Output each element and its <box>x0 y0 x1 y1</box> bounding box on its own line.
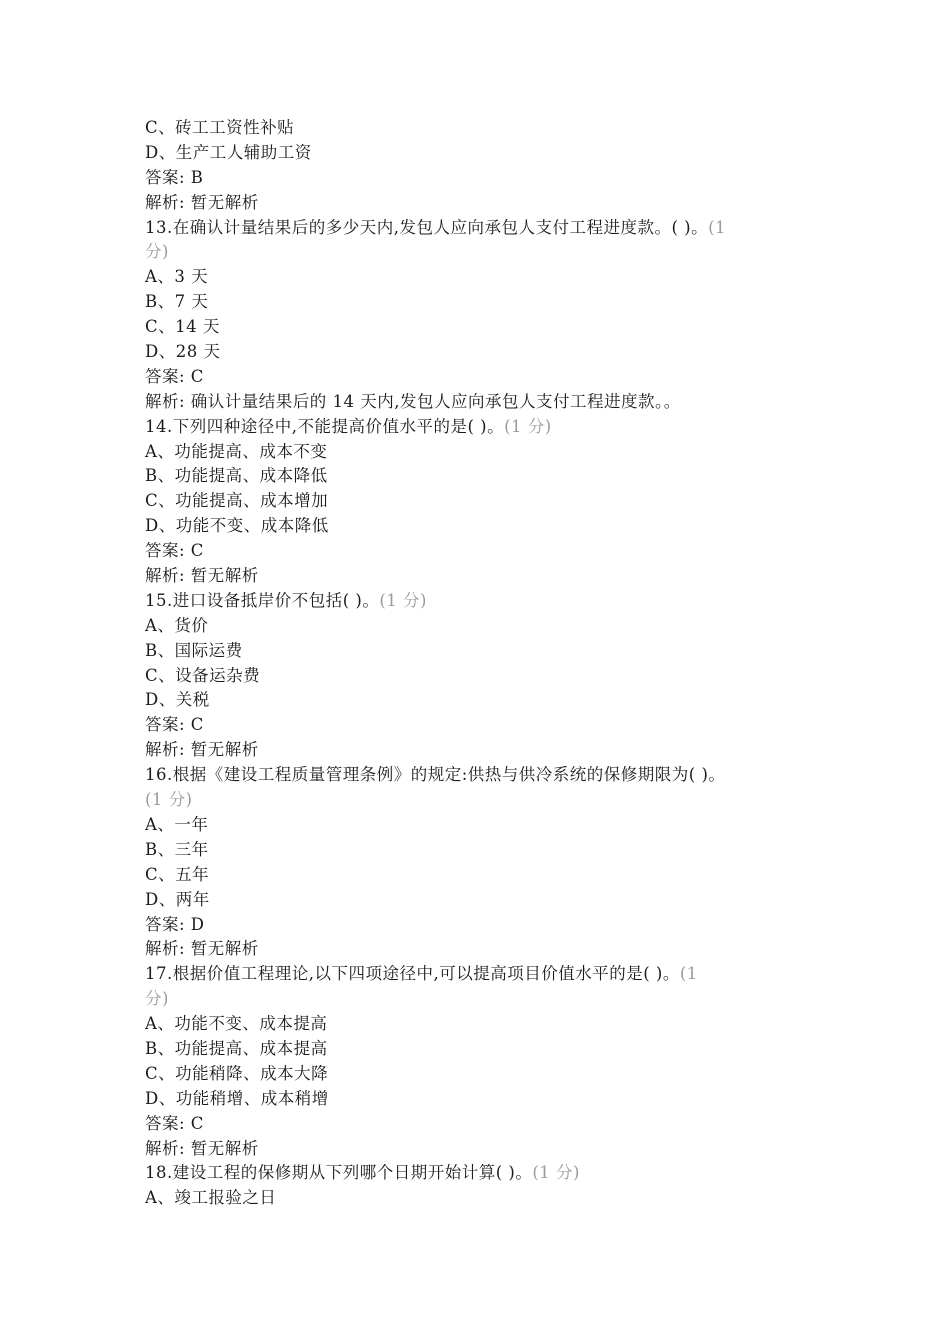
option-line: A、3 天 <box>145 267 209 287</box>
answer-line: 答案: C <box>145 1113 204 1133</box>
question-14-stem <box>145 415 815 440</box>
option-line: D、28 天 <box>145 342 221 362</box>
answer-line: 答案: D <box>145 914 205 934</box>
option-line: D、功能不变、成本降低 <box>145 516 329 536</box>
question-13-stem <box>145 216 815 241</box>
option-line: B、功能提高、成本提高 <box>145 1038 328 1058</box>
question-score: (1 分) <box>532 1163 580 1183</box>
answer-line: 答案: B <box>145 167 204 187</box>
option-line: C、14 天 <box>145 317 220 337</box>
analysis-line: 解析: 暂无解析 <box>145 939 259 959</box>
question-score-continuation: 分) <box>145 242 169 262</box>
document-page <box>145 116 815 1211</box>
option-line: B、功能提高、成本降低 <box>145 466 328 486</box>
option-line: B、7 天 <box>145 292 209 312</box>
option-line: C、功能提高、成本增加 <box>145 491 329 511</box>
option-line: C、设备运杂费 <box>145 665 261 685</box>
option-line: C、砖工工资性补贴 <box>145 118 295 137</box>
answer-line: 答案: C <box>145 715 204 735</box>
question-score-continuation: 分) <box>145 989 169 1009</box>
option-line: C、五年 <box>145 864 210 884</box>
question-17-stem <box>145 962 815 987</box>
question-score: (1 分) <box>504 416 552 436</box>
question-stem-text: 17.根据价值工程理论,以下四项途径中,可以提高项目价值水平的是( )。 <box>145 964 680 984</box>
option-line: C、功能稍降、成本大降 <box>145 1063 329 1083</box>
question-stem-text: 13.在确认计量结果后的多少天内,发包人应向承包人支付工程进度款。( )。 <box>145 217 709 237</box>
analysis-line: 解析: 确认计量结果后的 14 天内,发包人应向承包人支付工程进度款。。 <box>145 391 681 411</box>
option-line: D、关税 <box>145 690 210 710</box>
question-stem-text: 18.建设工程的保修期从下列哪个日期开始计算( )。 <box>145 1163 533 1183</box>
question-score: (1 <box>708 217 727 237</box>
question-16-stem: 16.根据《建设工程质量管理条例》的规定:供热与供冷系统的保修期限为( )。 <box>145 765 726 785</box>
option-line: A、功能不变、成本提高 <box>145 1014 328 1034</box>
analysis-line: 解析: 暂无解析 <box>145 192 259 212</box>
option-line: D、生产工人辅助工资 <box>145 142 312 162</box>
option-line: A、一年 <box>145 814 209 834</box>
option-line: A、功能提高、成本不变 <box>145 441 328 461</box>
question-score: (1 <box>679 964 698 984</box>
analysis-line: 解析: 暂无解析 <box>145 740 259 760</box>
option-line: A、货价 <box>145 615 209 635</box>
question-18-stem <box>145 1161 815 1186</box>
question-15-stem <box>145 589 815 614</box>
option-line: B、国际运费 <box>145 640 243 660</box>
option-line: A、竣工报验之日 <box>145 1188 277 1208</box>
question-stem-text: 14.下列四种途径中,不能提高价值水平的是( )。 <box>145 416 505 436</box>
option-line: D、两年 <box>145 889 210 909</box>
analysis-line: 解析: 暂无解析 <box>145 1138 259 1158</box>
answer-line: 答案: C <box>145 541 204 561</box>
option-line: B、三年 <box>145 839 209 859</box>
question-score: (1 分) <box>379 590 427 610</box>
option-line: D、功能稍增、成本稍增 <box>145 1088 329 1108</box>
analysis-line: 解析: 暂无解析 <box>145 566 259 586</box>
answer-line: 答案: C <box>145 366 204 386</box>
question-stem-text: 15.进口设备抵岸价不包括( )。 <box>145 590 380 610</box>
question-score-continuation: (1 分) <box>145 790 193 810</box>
